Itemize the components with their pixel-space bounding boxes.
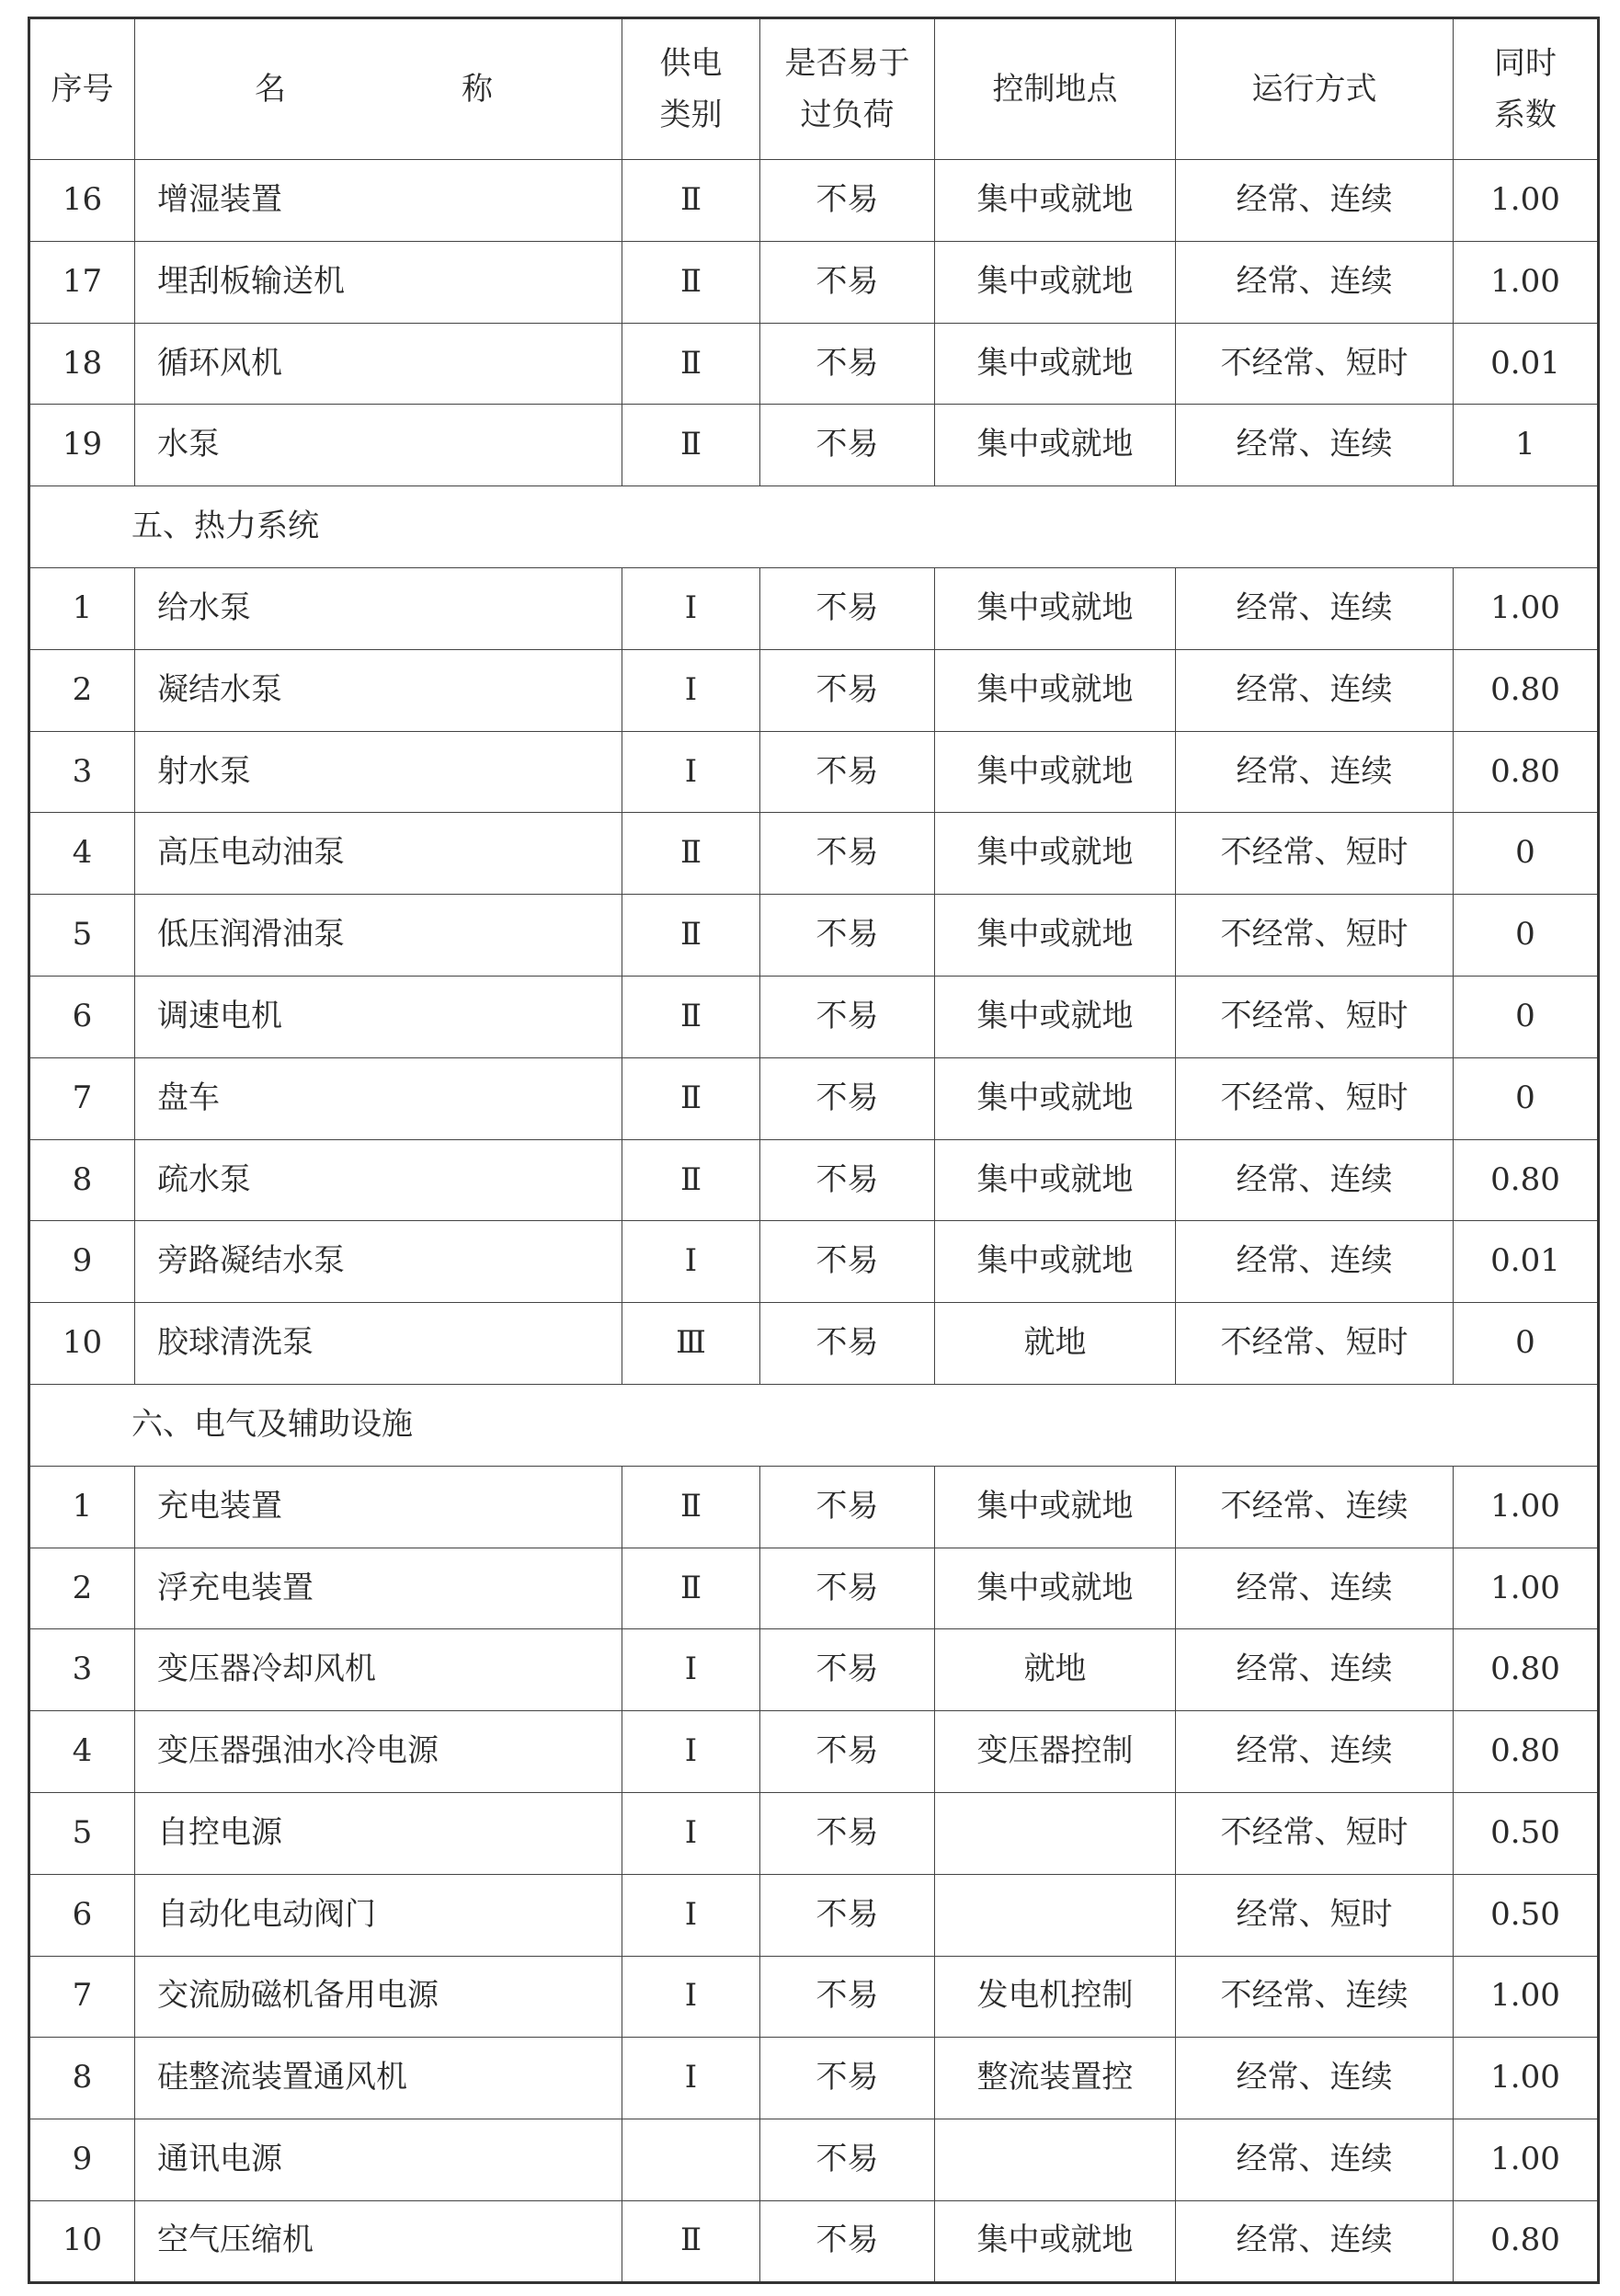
cell-supply-category: Ⅱ [622,323,760,405]
cell-simultaneity-coefficient: 0 [1454,1303,1599,1385]
cell-supply-category: Ⅰ [622,1874,760,1956]
cell-seq: 7 [29,1057,135,1139]
cell-control-location: 集中或就地 [935,405,1176,486]
cell-name: 射水泵 [135,731,622,813]
cell-name: 增湿装置 [135,160,622,242]
cell-name: 充电装置 [135,1466,622,1548]
cell-operation-mode: 不经常、连续 [1176,1466,1454,1548]
cell-simultaneity-coefficient: 1.00 [1454,1466,1599,1548]
cell-supply-category: Ⅰ [622,1221,760,1303]
cell-simultaneity-coefficient: 0.50 [1454,1874,1599,1956]
cell-control-location: 集中或就地 [935,1548,1176,1629]
table-header-row [29,18,1599,160]
cell-name: 调速电机 [135,976,622,1057]
cell-name: 自动化电动阀门 [135,1874,622,1956]
cell-overload: 不易 [760,895,935,977]
table-row [29,567,1599,649]
cell-supply-category: Ⅱ [622,160,760,242]
cell-control-location: 集中或就地 [935,160,1176,242]
cell-simultaneity-coefficient: 0.01 [1454,1221,1599,1303]
cell-supply-category: Ⅰ [622,731,760,813]
cell-seq: 2 [29,649,135,731]
cell-supply-category: Ⅱ [622,813,760,895]
header-operation-mode: 运行方式 [1176,18,1454,160]
cell-control-location: 集中或就地 [935,241,1176,323]
header-name [135,18,622,160]
cell-name: 循环风机 [135,323,622,405]
cell-overload: 不易 [760,1303,935,1385]
cell-operation-mode: 不经常、连续 [1176,1956,1454,2038]
cell-name: 水泵 [135,405,622,486]
cell-seq: 19 [29,405,135,486]
cell-overload: 不易 [760,241,935,323]
cell-overload: 不易 [760,567,935,649]
cell-seq: 1 [29,1466,135,1548]
cell-supply-category [622,2119,760,2201]
cell-seq: 16 [29,160,135,242]
cell-simultaneity-coefficient: 1.00 [1454,2038,1599,2119]
header-overload-line-1: 是否易于 [784,44,910,82]
cell-control-location: 集中或就地 [935,1057,1176,1139]
cell-name: 通讯电源 [135,2119,622,2201]
cell-name: 疏水泵 [135,1139,622,1221]
cell-seq: 17 [29,241,135,323]
header-overload-line-2: 过负荷 [800,97,895,133]
table-body [29,18,1599,2283]
cell-operation-mode: 经常、连续 [1176,649,1454,731]
cell-name: 高压电动油泵 [135,813,622,895]
cell-control-location: 集中或就地 [935,813,1176,895]
cell-operation-mode: 不经常、短时 [1176,813,1454,895]
cell-simultaneity-coefficient: 0 [1454,813,1599,895]
cell-operation-mode: 经常、连续 [1176,241,1454,323]
header-supply-line-1: 供电 [659,44,723,82]
cell-seq: 5 [29,1792,135,1874]
table-row [29,2038,1599,2119]
table-row [29,895,1599,977]
cell-seq: 10 [29,2200,135,2282]
cell-name: 硅整流装置通风机 [135,2038,622,2119]
document-page [28,17,1597,2277]
cell-overload: 不易 [760,1466,935,1548]
cell-supply-category: Ⅱ [622,2200,760,2282]
cell-control-location: 集中或就地 [935,649,1176,731]
cell-supply-category: Ⅱ [622,976,760,1057]
cell-operation-mode: 经常、连续 [1176,405,1454,486]
table-row [29,1548,1599,1629]
cell-simultaneity-coefficient: 1 [1454,405,1599,486]
cell-seq: 5 [29,895,135,977]
cell-overload: 不易 [760,813,935,895]
cell-operation-mode: 经常、连续 [1176,1139,1454,1221]
cell-supply-category: Ⅰ [622,1629,760,1711]
cell-overload: 不易 [760,405,935,486]
table-row [29,813,1599,895]
cell-name: 盘车 [135,1057,622,1139]
header-coef-line-2: 系数 [1494,97,1557,133]
header-overload [760,18,935,160]
cell-seq: 9 [29,2119,135,2201]
section-heading-row [29,486,1599,568]
cell-simultaneity-coefficient: 0.80 [1454,649,1599,731]
header-seq: 序号 [29,18,135,160]
table-row [29,1711,1599,1793]
table-row [29,1956,1599,2038]
cell-overload: 不易 [760,2038,935,2119]
cell-overload: 不易 [760,649,935,731]
cell-control-location [935,2119,1176,2201]
cell-name: 变压器冷却风机 [135,1629,622,1711]
cell-seq: 3 [29,731,135,813]
cell-overload: 不易 [760,1057,935,1139]
table-row [29,1303,1599,1385]
cell-operation-mode: 经常、连续 [1176,2200,1454,2282]
cell-name: 埋刮板输送机 [135,241,622,323]
cell-supply-category: Ⅰ [622,567,760,649]
cell-simultaneity-coefficient: 0.80 [1454,2200,1599,2282]
cell-overload: 不易 [760,2119,935,2201]
header-simultaneity-coefficient [1454,18,1599,160]
cell-name: 旁路凝结水泵 [135,1221,622,1303]
cell-overload: 不易 [760,160,935,242]
table-row [29,649,1599,731]
cell-operation-mode: 经常、连续 [1176,1548,1454,1629]
cell-overload: 不易 [760,976,935,1057]
cell-control-location: 集中或就地 [935,323,1176,405]
cell-simultaneity-coefficient: 0.80 [1454,1629,1599,1711]
cell-seq: 2 [29,1548,135,1629]
table-row [29,323,1599,405]
cell-supply-category: Ⅰ [622,1711,760,1793]
cell-overload: 不易 [760,1139,935,1221]
header-supply-line-2: 类别 [659,97,723,133]
cell-seq: 10 [29,1303,135,1385]
cell-supply-category: Ⅰ [622,1956,760,2038]
cell-control-location [935,1874,1176,1956]
cell-simultaneity-coefficient: 1.00 [1454,567,1599,649]
table-row [29,1792,1599,1874]
cell-control-location: 整流装置控 [935,2038,1176,2119]
cell-operation-mode: 经常、连续 [1176,2038,1454,2119]
cell-operation-mode: 经常、连续 [1176,160,1454,242]
cell-seq: 6 [29,976,135,1057]
cell-overload: 不易 [760,1956,935,2038]
cell-simultaneity-coefficient: 1.00 [1454,1548,1599,1629]
cell-name: 自控电源 [135,1792,622,1874]
header-control-location: 控制地点 [935,18,1176,160]
cell-seq: 4 [29,1711,135,1793]
cell-name: 交流励磁机备用电源 [135,1956,622,2038]
table-row [29,241,1599,323]
cell-overload: 不易 [760,2200,935,2282]
cell-simultaneity-coefficient: 1.00 [1454,241,1599,323]
cell-operation-mode: 不经常、短时 [1176,1303,1454,1385]
cell-overload: 不易 [760,1711,935,1793]
cell-control-location: 就地 [935,1629,1176,1711]
cell-name: 空气压缩机 [135,2200,622,2282]
cell-operation-mode: 不经常、短时 [1176,323,1454,405]
cell-simultaneity-coefficient: 1.00 [1454,2119,1599,2201]
cell-name: 凝结水泵 [135,649,622,731]
cell-control-location [935,1792,1176,1874]
cell-simultaneity-coefficient: 0.80 [1454,1711,1599,1793]
cell-control-location: 集中或就地 [935,1139,1176,1221]
cell-seq: 18 [29,323,135,405]
header-name-spread [135,63,622,115]
cell-simultaneity-coefficient: 0.80 [1454,1139,1599,1221]
table-row [29,1139,1599,1221]
cell-operation-mode: 经常、连续 [1176,1629,1454,1711]
cell-operation-mode: 不经常、短时 [1176,976,1454,1057]
cell-simultaneity-coefficient: 1.00 [1454,1956,1599,2038]
cell-seq: 9 [29,1221,135,1303]
cell-operation-mode: 不经常、短时 [1176,1792,1454,1874]
cell-operation-mode: 不经常、短时 [1176,895,1454,977]
cell-control-location: 变压器控制 [935,1711,1176,1793]
table-row [29,1466,1599,1548]
cell-supply-category: Ⅱ [622,1466,760,1548]
header-supply-category [622,18,760,160]
cell-operation-mode: 经常、连续 [1176,567,1454,649]
cell-simultaneity-coefficient: 0.80 [1454,731,1599,813]
equipment-load-table [28,17,1600,2284]
table-row [29,1057,1599,1139]
cell-supply-category: Ⅱ [622,1139,760,1221]
table-row [29,976,1599,1057]
cell-operation-mode: 经常、短时 [1176,1874,1454,1956]
cell-seq: 6 [29,1874,135,1956]
cell-control-location: 集中或就地 [935,2200,1176,2282]
cell-seq: 7 [29,1956,135,2038]
cell-supply-category: Ⅱ [622,1057,760,1139]
cell-name: 给水泵 [135,567,622,649]
cell-overload: 不易 [760,731,935,813]
cell-control-location: 集中或就地 [935,731,1176,813]
cell-overload: 不易 [760,1221,935,1303]
cell-seq: 3 [29,1629,135,1711]
cell-seq: 4 [29,813,135,895]
cell-supply-category: Ⅱ [622,241,760,323]
cell-operation-mode: 不经常、短时 [1176,1057,1454,1139]
table-row [29,1874,1599,1956]
cell-control-location: 集中或就地 [935,895,1176,977]
cell-name: 变压器强油水冷电源 [135,1711,622,1793]
cell-operation-mode: 经常、连续 [1176,1221,1454,1303]
table-row [29,731,1599,813]
cell-simultaneity-coefficient: 0 [1454,895,1599,977]
header-name-char-1: 名 [255,70,286,108]
section-title: 五、热力系统 [29,486,1599,568]
cell-simultaneity-coefficient: 0.01 [1454,323,1599,405]
cell-simultaneity-coefficient: 0 [1454,1057,1599,1139]
cell-operation-mode: 经常、连续 [1176,731,1454,813]
cell-control-location: 集中或就地 [935,1221,1176,1303]
cell-control-location: 集中或就地 [935,567,1176,649]
cell-supply-category: Ⅱ [622,405,760,486]
cell-supply-category: Ⅰ [622,2038,760,2119]
cell-supply-category: Ⅰ [622,649,760,731]
cell-control-location: 发电机控制 [935,1956,1176,2038]
cell-simultaneity-coefficient: 0 [1454,976,1599,1057]
header-coef-line-1: 同时 [1494,44,1557,82]
cell-overload: 不易 [760,1874,935,1956]
cell-seq: 1 [29,567,135,649]
cell-overload: 不易 [760,1629,935,1711]
cell-overload: 不易 [760,1792,935,1874]
cell-supply-category: Ⅲ [622,1303,760,1385]
section-heading-row [29,1384,1599,1466]
cell-simultaneity-coefficient: 0.50 [1454,1792,1599,1874]
table-row [29,2119,1599,2201]
cell-simultaneity-coefficient: 1.00 [1454,160,1599,242]
cell-supply-category: Ⅱ [622,1548,760,1629]
cell-control-location: 就地 [935,1303,1176,1385]
table-row [29,405,1599,486]
table-row [29,2200,1599,2282]
cell-supply-category: Ⅰ [622,1792,760,1874]
cell-seq: 8 [29,1139,135,1221]
section-title: 六、电气及辅助设施 [29,1384,1599,1466]
cell-seq: 8 [29,2038,135,2119]
cell-name: 浮充电装置 [135,1548,622,1629]
cell-overload: 不易 [760,323,935,405]
cell-name: 胶球清洗泵 [135,1303,622,1385]
cell-control-location: 集中或就地 [935,976,1176,1057]
table-row [29,1629,1599,1711]
cell-name: 低压润滑油泵 [135,895,622,977]
cell-supply-category: Ⅱ [622,895,760,977]
cell-overload: 不易 [760,1548,935,1629]
cell-control-location: 集中或就地 [935,1466,1176,1548]
table-row [29,1221,1599,1303]
cell-operation-mode: 经常、连续 [1176,1711,1454,1793]
table-row [29,160,1599,242]
header-name-char-2: 称 [462,70,493,108]
cell-operation-mode: 经常、连续 [1176,2119,1454,2201]
